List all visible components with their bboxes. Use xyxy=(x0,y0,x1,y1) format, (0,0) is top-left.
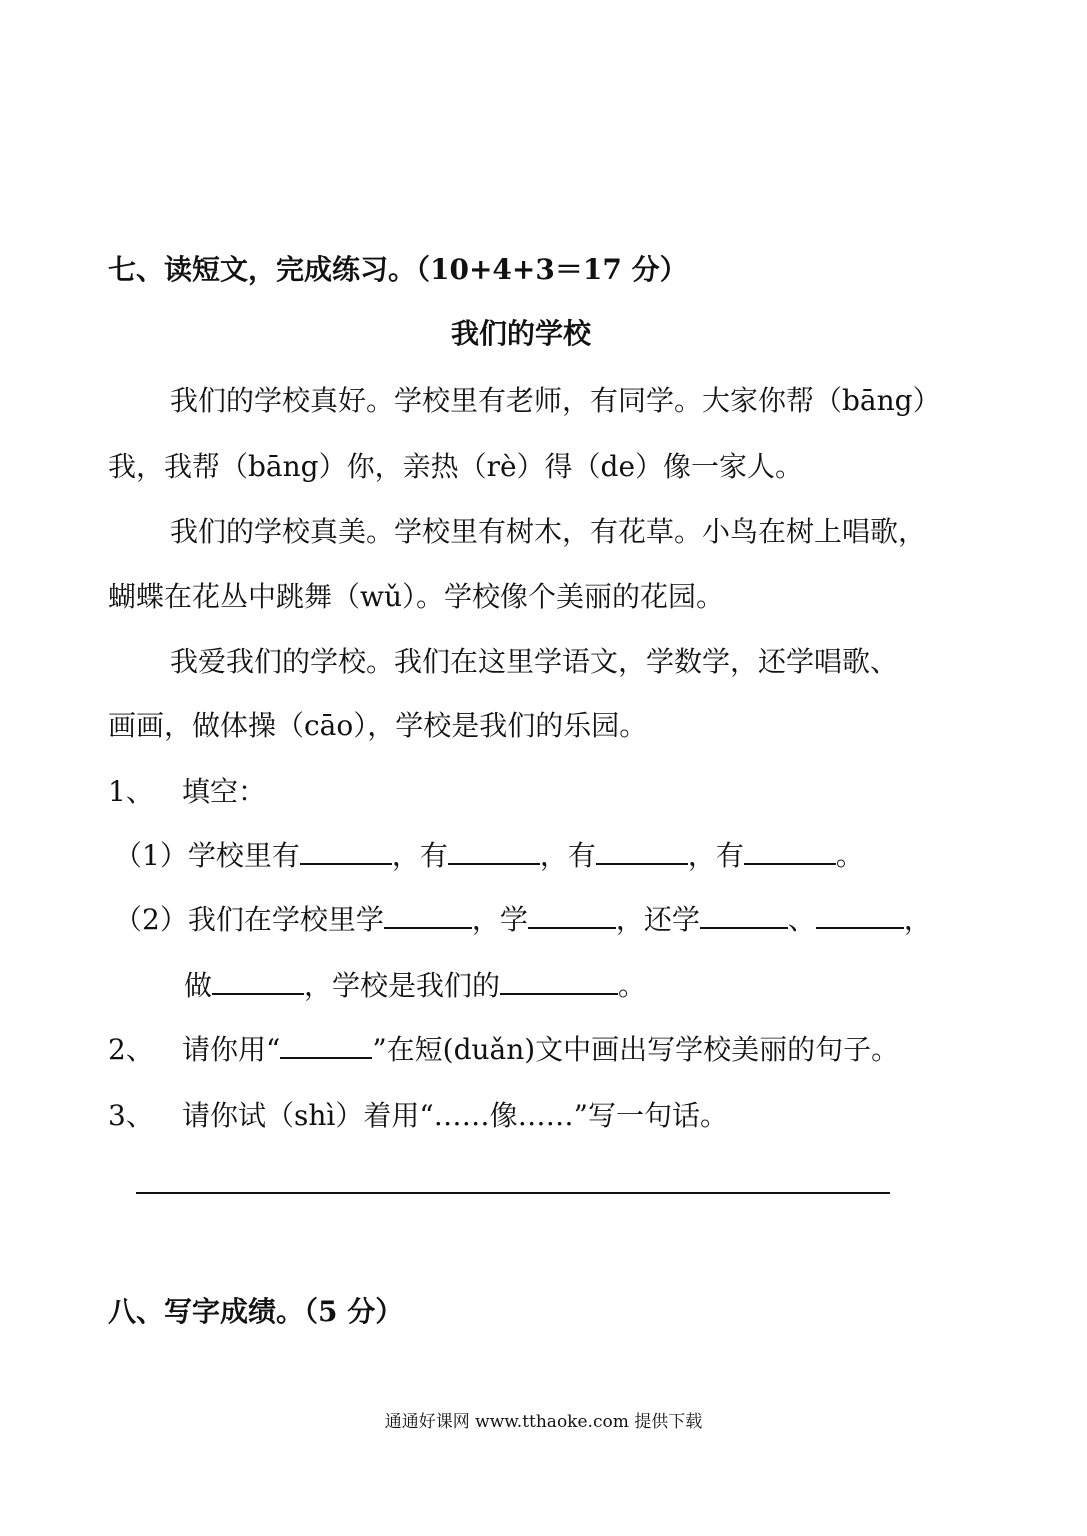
item2-sep3: 、 xyxy=(787,903,816,936)
question1-number: 1、 xyxy=(108,775,154,808)
question1-label: 填空： xyxy=(182,775,267,808)
paragraph3-line2: 画画，做体操（cāo），学校是我们的乐园。 xyxy=(108,709,648,742)
answer-blank[interactable] xyxy=(528,901,616,929)
item1-prefix: （1）学校里有 xyxy=(114,839,300,872)
section7-heading: 七、读短文，完成练习。（10+4+3＝17 分） xyxy=(108,253,688,286)
item1-sep3: ，有 xyxy=(687,839,744,872)
answer-blank[interactable] xyxy=(596,837,688,865)
item2b-sep1: ，学校是我们的 xyxy=(304,969,501,1002)
answer-blank[interactable] xyxy=(300,837,392,865)
item1-sep1: ，有 xyxy=(391,839,448,872)
answer-blank[interactable] xyxy=(744,837,836,865)
answer-blank[interactable] xyxy=(448,837,540,865)
question2-after: ”在短(duǎn)文中画出写学校美丽的句子。 xyxy=(372,1033,900,1066)
item2b-end: 。 xyxy=(618,969,647,1002)
answer-blank[interactable] xyxy=(384,901,472,929)
question3 xyxy=(108,1096,728,1136)
item2b-prefix: 做 xyxy=(184,969,213,1002)
paragraph1-line1: 我们的学校真好。学校里有老师，有同学。大家你帮（bāng） xyxy=(170,384,941,417)
question2 xyxy=(108,1030,899,1070)
answer-blank[interactable] xyxy=(700,901,788,929)
item2-prefix: （2）我们在学校里学 xyxy=(114,903,384,936)
item2-sep1: ，学 xyxy=(471,903,528,936)
writing-answer-line[interactable] xyxy=(136,1192,890,1194)
question3-text: 请你试（shì）着用“……像……”写一句话。 xyxy=(182,1099,728,1132)
question1-item2 xyxy=(114,900,932,940)
item2-sep2: ，还学 xyxy=(615,903,700,936)
paragraph2-line2: 蝴蝶在花丛中跳舞（wǔ）。学校像个美丽的花园。 xyxy=(108,580,725,613)
answer-blank[interactable] xyxy=(816,901,904,929)
item1-sep2: ，有 xyxy=(539,839,596,872)
question1-item2-cont xyxy=(184,966,646,1006)
question2-number: 2、 xyxy=(108,1033,154,1066)
question1 xyxy=(108,772,266,812)
question3-number: 3、 xyxy=(108,1099,154,1132)
question2-before: 请你用“ xyxy=(182,1033,281,1066)
answer-blank[interactable] xyxy=(212,967,304,995)
paragraph3-line1: 我爱我们的学校。我们在这里学语文，学数学，还学唱歌、 xyxy=(170,645,899,678)
item1-end: 。 xyxy=(835,839,864,872)
underline-sample xyxy=(280,1031,372,1059)
paragraph1-line2: 我，我帮（bāng）你，亲热（rè）得（de）像一家人。 xyxy=(108,450,804,483)
passage-title: 我们的学校 xyxy=(451,317,592,350)
paragraph2-line1: 我们的学校真美。学校里有树木，有花草。小鸟在树上唱歌， xyxy=(170,515,927,548)
item2-end: ， xyxy=(903,903,932,936)
section8-heading: 八、写字成绩。（5 分） xyxy=(108,1295,404,1328)
answer-blank[interactable] xyxy=(500,967,618,995)
footer-credit: 通通好课网 www.tthaoke.com 提供下载 xyxy=(384,1412,703,1432)
question1-item1 xyxy=(114,836,864,876)
